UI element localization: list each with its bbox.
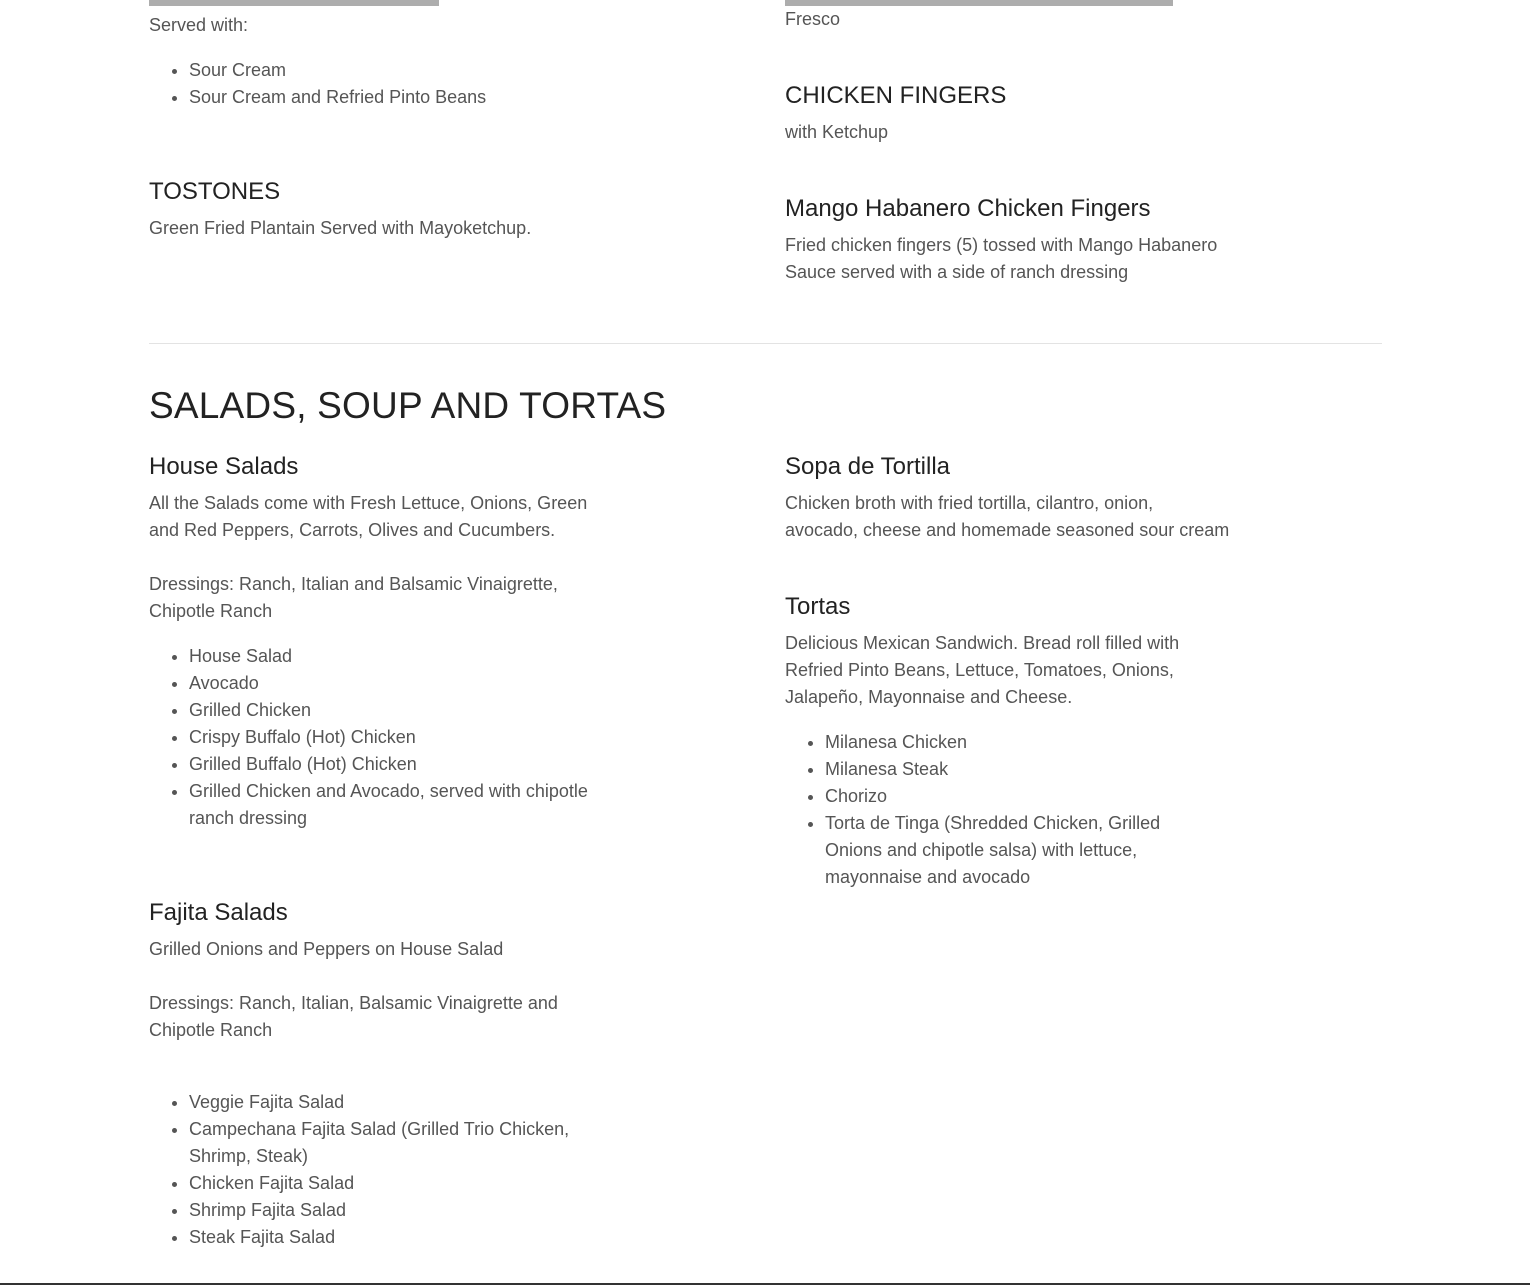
sopa-de-tortilla-description-line-1: Chicken broth with fried tortilla, cilantro, onion, [785,493,1154,513]
list-item: • Campechana Fajita Salad (Grilled Trio Chicken, Shrimp, Steak) [189,1116,589,1170]
list-item: • Torta de Tinga (Shredded Chicken, Grilled Onions and chipotle salsa) with lettuce, mayonnaise and avocado [825,810,1220,891]
fajita-salads-title: Fajita Salads [149,899,288,926]
list-item: • Shrimp Fajita Salad [189,1197,589,1224]
served-with-label: Served with: [149,15,249,35]
tortas-title: Tortas [785,593,851,620]
house-salads-title: House Salads [149,453,299,480]
tostones-description: Green Fried Plantain Served with Mayoketchup. [149,218,532,238]
house-salads-description-line-1: All the Salads come with Fresh Lettuce, Onions, Green [149,493,588,513]
list-item: • Sour Cream and Refried Pinto Beans [189,84,629,111]
fajita-salads-description: Grilled Onions and Peppers on House Salad [149,939,504,959]
list-item: • House Salad [189,643,589,670]
fajita-salads-dressings-line-2: Chipotle Ranch [149,1020,273,1040]
tortas-description-line-1: Delicious Mexican Sandwich. Bread roll filled with [785,633,1180,653]
section-title: SALADS, SOUP AND TORTAS [149,385,667,426]
mango-habanero-description-line-2: Sauce served with a side of ranch dressing [785,262,1129,282]
chicken-fingers-description: with Ketchup [785,122,889,142]
sopa-de-tortilla-title: Sopa de Tortilla [785,453,950,480]
list-item: • Chicken Fajita Salad [189,1170,589,1197]
list-item: • Avocado [189,670,589,697]
cut-off-text-right [785,0,1173,6]
list-item: • Steak Fajita Salad [189,1224,589,1251]
house-salads-description-line-2: and Red Peppers, Carrots, Olives and Cucumbers. [149,520,556,540]
list-item: • Sour Cream [189,57,629,84]
cut-off-text-left [149,0,439,6]
tortas-description-line-2: Refried Pinto Beans, Lettuce, Tomatoes, Onions, [785,660,1174,680]
sopa-de-tortilla-description-line-2: avocado, cheese and homemade seasoned sour cream [785,520,1230,540]
house-salads-list [149,643,589,832]
tostones-title: TOSTONES [149,178,281,205]
cut-off-description: Fresco [785,9,841,29]
section-divider [149,343,1382,344]
fajita-salads-list [149,1089,589,1251]
list-item: • Crispy Buffalo (Hot) Chicken [189,724,589,751]
tortas-list [785,729,1220,891]
house-salads-dressings-line-2: Chipotle Ranch [149,601,273,621]
fajita-salads-dressings-line-1: Dressings: Ranch, Italian, Balsamic Vinaigrette and [149,993,558,1013]
chicken-fingers-title: CHICKEN FINGERS [785,82,1007,109]
served-with-list [149,57,629,111]
tortas-description-line-3: Jalapeño, Mayonnaise and Cheese. [785,687,1073,707]
list-item: • Milanesa Chicken [825,729,1220,756]
house-salads-dressings-line-1: Dressings: Ranch, Italian and Balsamic Vinaigrette, [149,574,558,594]
list-item: • Grilled Chicken [189,697,589,724]
mango-habanero-title: Mango Habanero Chicken Fingers [785,195,1151,222]
list-item: • Grilled Buffalo (Hot) Chicken [189,751,589,778]
mango-habanero-description-line-1: Fried chicken fingers (5) tossed with Mango Habanero [785,235,1218,255]
list-item: • Milanesa Steak [825,756,1220,783]
list-item: • Grilled Chicken and Avocado, served with chipotle ranch dressing [189,778,589,832]
list-item: • Chorizo [825,783,1220,810]
list-item: • Veggie Fajita Salad [189,1089,589,1116]
